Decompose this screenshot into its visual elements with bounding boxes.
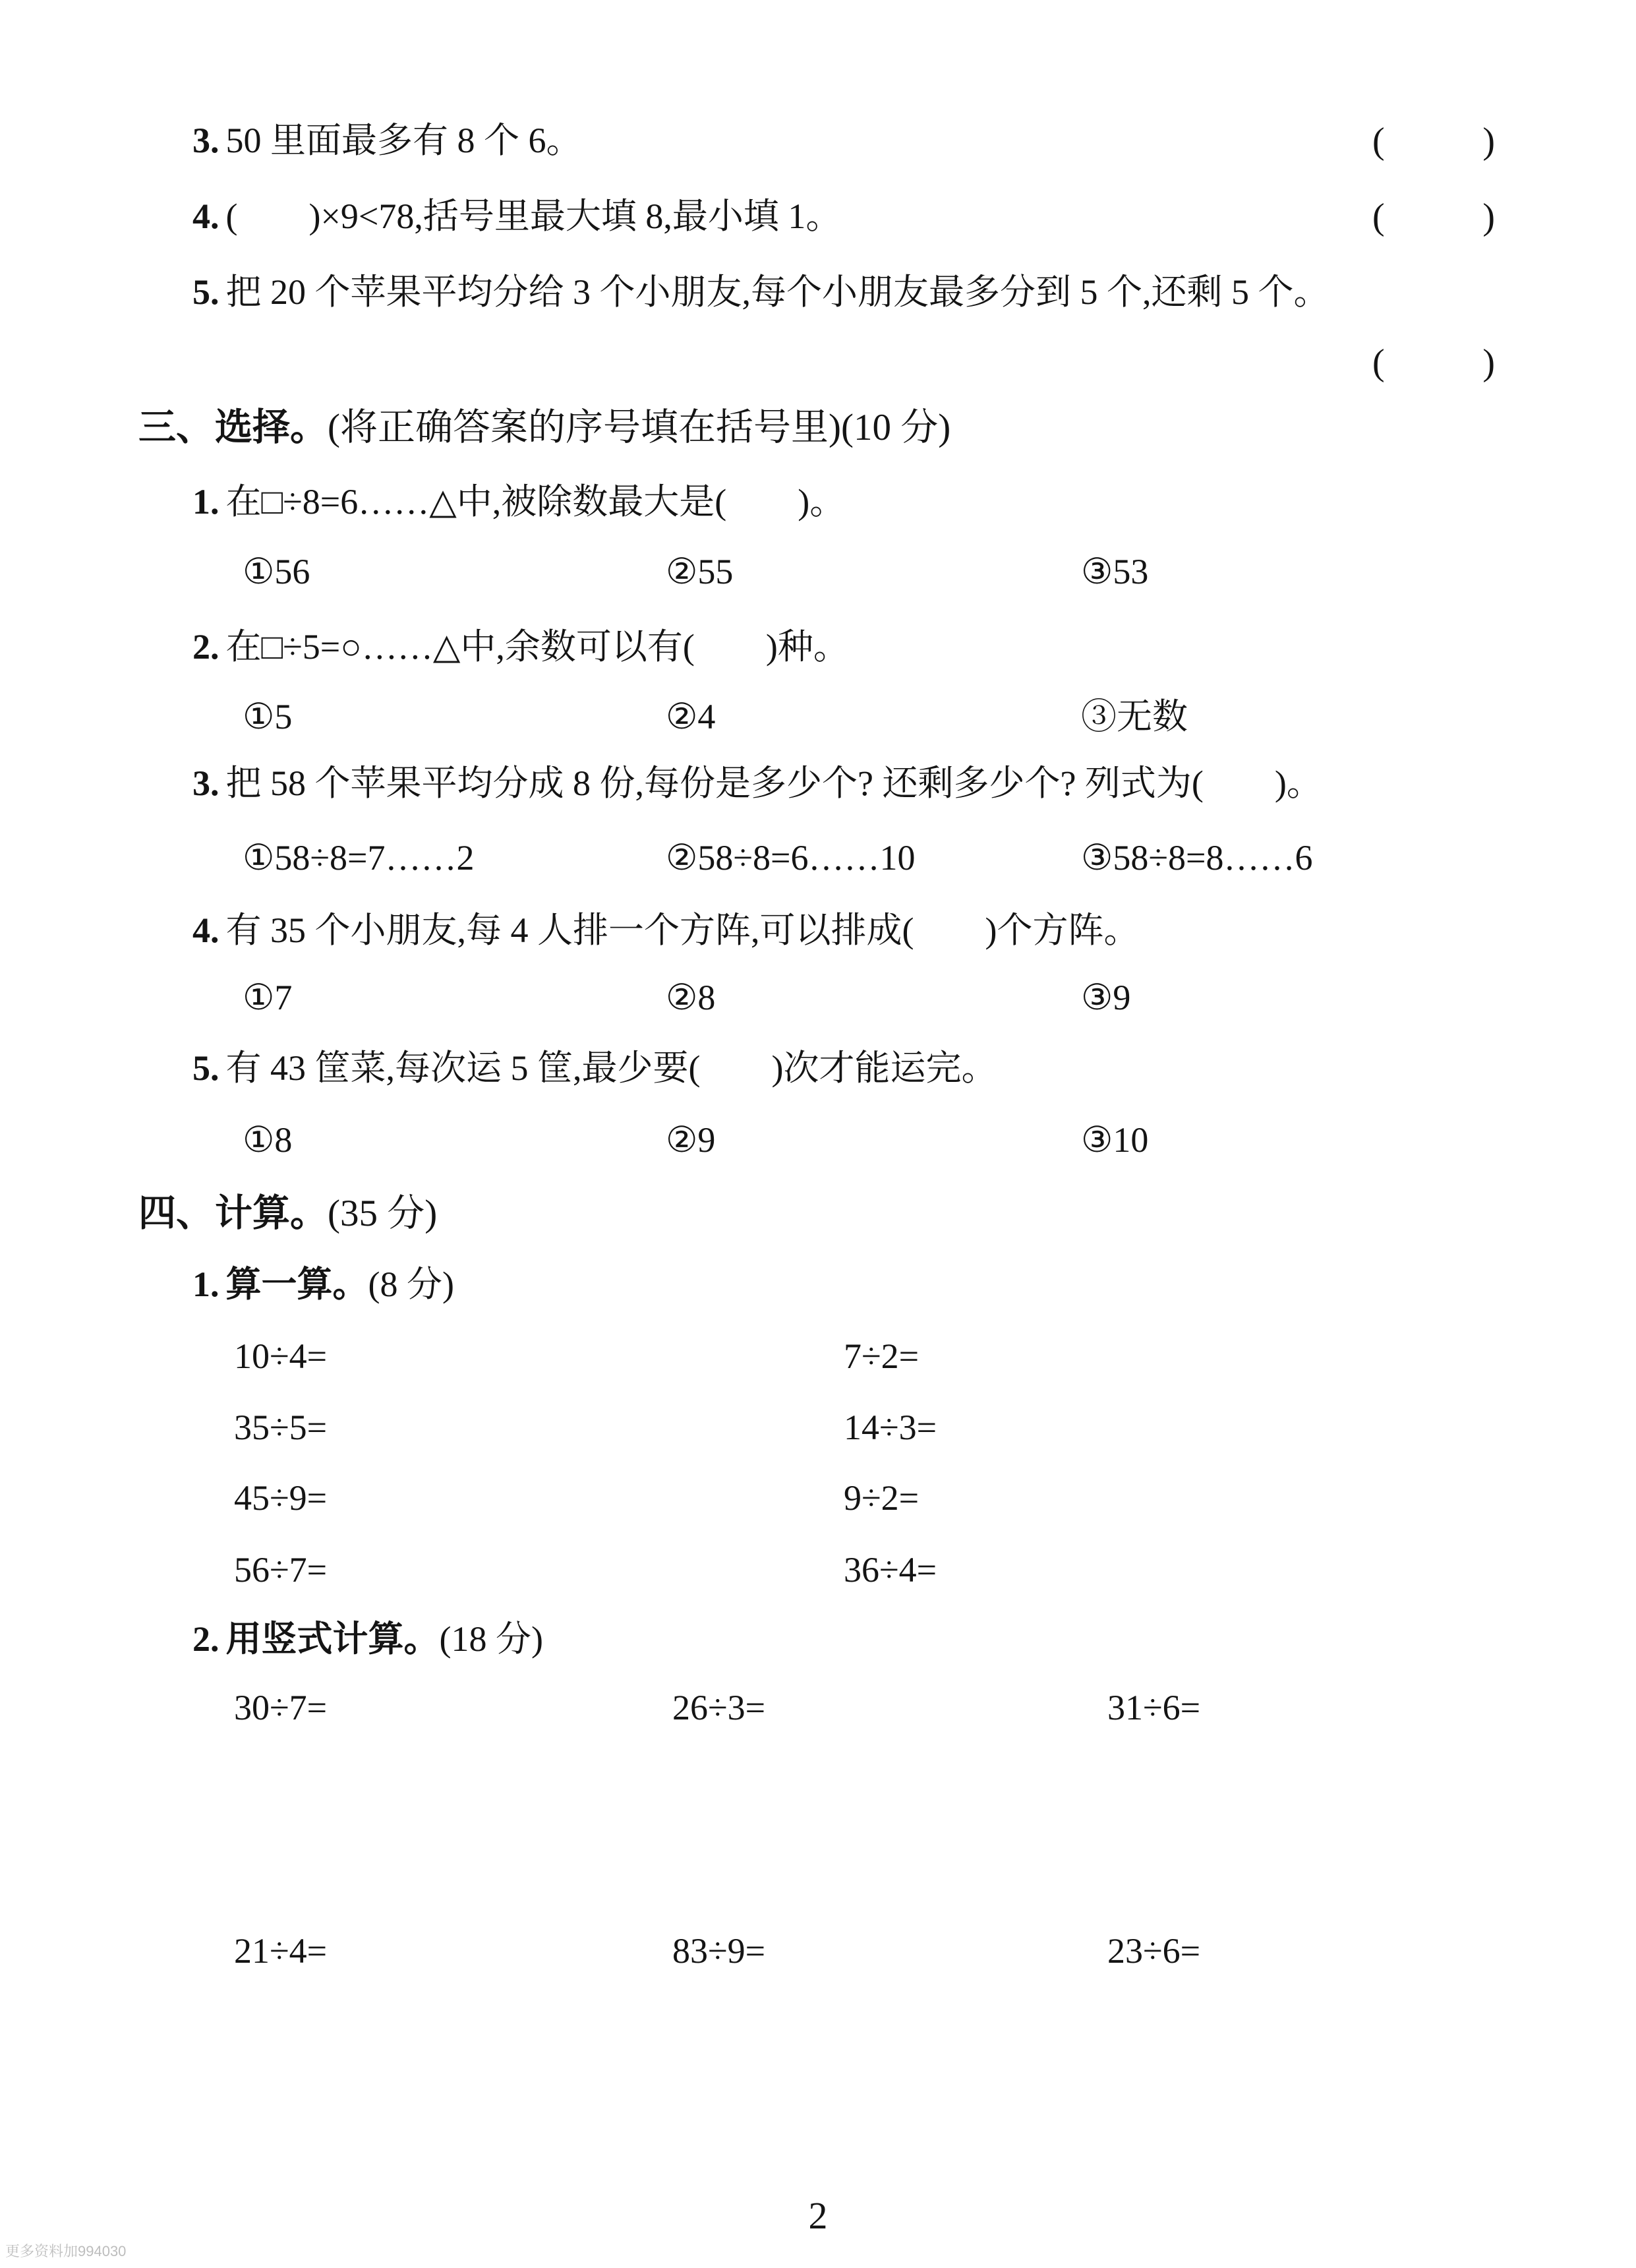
item-text: 把 20 个苹果平均分给 3 个小朋友,每个小朋友最多分到 5 个,还剩 5 个。 bbox=[225, 272, 1329, 312]
calc-expression: 14÷3= bbox=[844, 1408, 937, 1447]
oral-calc-row bbox=[0, 1336, 1636, 1382]
section-number: 三、 bbox=[138, 407, 214, 448]
answer-parens bbox=[1372, 196, 1495, 238]
choice-option: ②8 bbox=[666, 978, 716, 1017]
calc-expression: 9÷2= bbox=[844, 1478, 920, 1518]
choice-option: ①5 bbox=[243, 697, 293, 736]
section-3-header bbox=[138, 406, 950, 450]
choice-option: ③58÷8=8……6 bbox=[1081, 838, 1313, 878]
choice-options-4 bbox=[0, 977, 1636, 1023]
calc-expression: 26÷3= bbox=[672, 1688, 766, 1727]
item-number: 3. bbox=[192, 763, 219, 803]
oral-calc-row bbox=[0, 1407, 1636, 1453]
choice-options-1 bbox=[0, 551, 1636, 597]
vertical-calc-row bbox=[0, 1930, 1636, 1977]
choice-question-5 bbox=[192, 1048, 997, 1089]
calc-expression: 83÷9= bbox=[672, 1931, 766, 1971]
calc-expression: 31÷6= bbox=[1107, 1688, 1201, 1727]
item-number: 4. bbox=[192, 196, 219, 236]
calc-expression: 45÷9= bbox=[234, 1478, 328, 1518]
page-number: 2 bbox=[808, 2194, 828, 2237]
judge-item-4 bbox=[192, 196, 841, 237]
choice-option: ③10 bbox=[1081, 1120, 1149, 1160]
item-note: (8 分) bbox=[368, 1265, 454, 1304]
item-text: 有 35 个小朋友,每 4 人排一个方阵,可以排成( )个方阵。 bbox=[225, 910, 1140, 950]
choice-option: ①58÷8=7……2 bbox=[243, 838, 475, 878]
item-text: 算一算。 bbox=[225, 1265, 368, 1304]
item-text: 有 43 筐菜,每次运 5 筐,最少要( )次才能运完。 bbox=[225, 1048, 997, 1088]
calc-expression: 23÷6= bbox=[1107, 1931, 1201, 1971]
item-number: 4. bbox=[192, 910, 219, 950]
calc-expression: 36÷4= bbox=[844, 1550, 937, 1590]
item-number: 1. bbox=[192, 1265, 219, 1304]
section-note: (将正确答案的序号填在括号里)(10 分) bbox=[328, 407, 951, 448]
item-text: 用竖式计算。 bbox=[225, 1619, 440, 1659]
section-4-header bbox=[138, 1192, 437, 1236]
calc-expression: 35÷5= bbox=[234, 1408, 328, 1447]
choice-option: ①7 bbox=[243, 978, 293, 1017]
subsection-oral-calc bbox=[192, 1264, 454, 1305]
calc-expression: 21÷4= bbox=[234, 1931, 328, 1971]
choice-option: ②58÷8=6……10 bbox=[666, 838, 916, 878]
choice-question-4 bbox=[192, 910, 1139, 951]
choice-option: ①8 bbox=[243, 1120, 293, 1160]
choice-question-1 bbox=[192, 481, 845, 522]
item-number: 5. bbox=[192, 272, 219, 312]
paren-close: ) bbox=[1482, 196, 1495, 237]
item-text: 在□÷8=6……△中,被除数最大是( )。 bbox=[225, 482, 846, 522]
vertical-calc-row bbox=[0, 1687, 1636, 1733]
item-text: 把 58 个苹果平均分成 8 份,每份是多少个? 还剩多少个? 列式为( )。 bbox=[225, 763, 1322, 803]
paren-open: ( bbox=[1372, 196, 1385, 237]
section-title: 选择。 bbox=[215, 407, 328, 448]
item-number: 1. bbox=[192, 482, 219, 522]
section-note: (35 分) bbox=[328, 1193, 438, 1234]
item-text: ( )×9<78,括号里最大填 8,最小填 1。 bbox=[225, 196, 842, 236]
judge-item-3 bbox=[192, 120, 582, 161]
item-number: 2. bbox=[192, 627, 219, 667]
paren-open: ( bbox=[1372, 342, 1385, 383]
choice-option: ③无数 bbox=[1081, 697, 1188, 736]
subsection-vertical-calc bbox=[192, 1619, 543, 1659]
choice-question-3 bbox=[192, 763, 1322, 804]
paren-open: ( bbox=[1372, 121, 1385, 162]
calc-expression: 56÷7= bbox=[234, 1550, 328, 1590]
choice-option: ②9 bbox=[666, 1120, 716, 1160]
choice-options-2 bbox=[0, 696, 1636, 742]
calc-expression: 7÷2= bbox=[844, 1336, 920, 1376]
choice-options-3 bbox=[0, 837, 1636, 883]
choice-option: ②55 bbox=[666, 552, 734, 591]
item-number: 2. bbox=[192, 1619, 219, 1659]
watermark: 更多资料加994030 bbox=[5, 2243, 127, 2259]
item-number: 5. bbox=[192, 1048, 219, 1088]
paren-close: ) bbox=[1482, 342, 1495, 383]
item-number: 3. bbox=[192, 121, 219, 160]
calc-expression: 10÷4= bbox=[234, 1336, 328, 1376]
choice-options-5 bbox=[0, 1119, 1636, 1166]
choice-option: ③9 bbox=[1081, 978, 1131, 1017]
judge-item-5 bbox=[192, 272, 1329, 313]
calc-expression: 30÷7= bbox=[234, 1688, 328, 1727]
item-text: 在□÷5=○……△中,余数可以有( )种。 bbox=[225, 627, 849, 667]
oral-calc-row bbox=[0, 1549, 1636, 1596]
answer-parens bbox=[1372, 120, 1495, 162]
choice-option: ③53 bbox=[1081, 552, 1149, 591]
item-text: 50 里面最多有 8 个 6。 bbox=[225, 121, 582, 160]
choice-option: ②4 bbox=[666, 697, 716, 736]
oral-calc-row bbox=[0, 1477, 1636, 1524]
answer-parens bbox=[1372, 342, 1495, 384]
item-note: (18 分) bbox=[439, 1619, 543, 1659]
choice-question-2 bbox=[192, 626, 849, 667]
section-number: 四、 bbox=[138, 1193, 214, 1234]
choice-option: ①56 bbox=[243, 552, 310, 591]
section-title: 计算。 bbox=[215, 1193, 328, 1234]
paren-close: ) bbox=[1482, 121, 1495, 162]
